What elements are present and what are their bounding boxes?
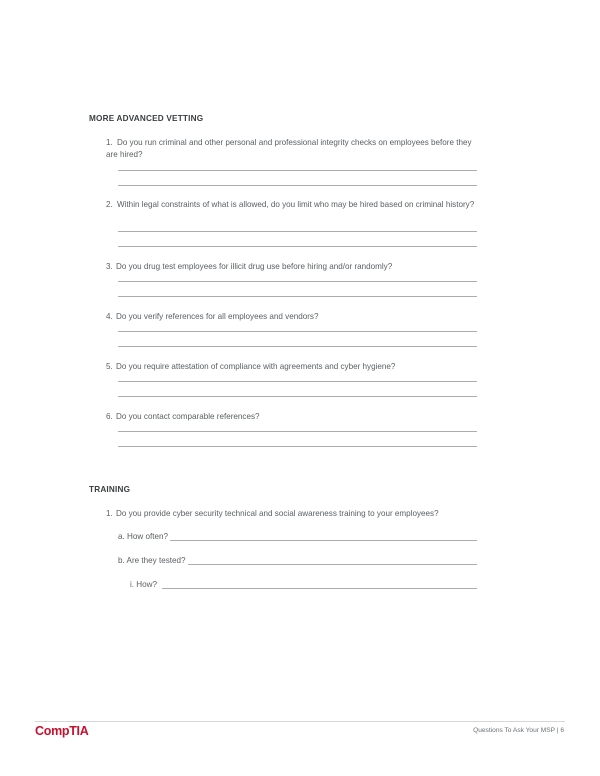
subquestion-how [130,579,477,589]
answer-line[interactable] [118,346,477,347]
answer-line[interactable] [170,531,477,541]
question-1 [106,137,476,161]
answer-line[interactable] [118,331,477,332]
answer-line[interactable] [118,281,477,282]
answer-line[interactable] [118,185,477,186]
subquestion-how-often [118,531,477,541]
question-text: Do you run criminal and other personal and professional integrity checks on employees before they are hired? [106,138,472,159]
question-number: 1. [106,138,113,147]
footer-page-label: Questions To Ask Your MSP | 6 [473,727,564,734]
answer-line[interactable] [118,381,477,382]
question-2 [106,199,476,211]
question-text: Do you contact comparable references? [116,412,260,421]
section-title-training: TRAINING [89,485,131,494]
section-title-vetting: MORE ADVANCED VETTING [89,114,204,123]
answer-line[interactable] [118,246,477,247]
answer-line[interactable] [118,231,477,232]
answer-line[interactable] [118,431,477,432]
subquestion-label: i. How? [130,580,157,589]
question-text: Do you provide cyber security technical and social awareness training to your employees? [116,509,439,518]
answer-line[interactable] [118,170,477,171]
question-number: 1. [106,509,113,518]
answer-line[interactable] [118,446,477,447]
question-3 [106,261,486,273]
question-5 [106,361,486,373]
question-number: 4. [106,312,113,321]
answer-line[interactable] [162,579,477,589]
question-text: Do you verify references for all employees and vendors? [116,312,319,321]
question-text: Within legal constraints of what is allowed, do you limit who may be hired based on criminal history? [117,200,475,209]
question-number: 3. [106,262,113,271]
question-4 [106,311,486,323]
question-6 [106,411,486,423]
answer-line[interactable] [188,555,478,565]
question-text: Do you require attestation of compliance with agreements and cyber hygiene? [116,362,396,371]
question-number: 2. [106,200,113,209]
question-text: Do you drug test employees for illicit drug use before hiring and/or randomly? [116,262,393,271]
answer-line[interactable] [118,296,477,297]
subquestion-are-they-tested [118,555,477,565]
footer-divider [35,721,565,722]
comptia-logo: CompTIA [35,724,89,738]
question-number: 6. [106,412,113,421]
subquestion-label: a. How often? [118,532,168,541]
answer-line[interactable] [118,396,477,397]
question-number: 5. [106,362,113,371]
subquestion-label: b. Are they tested? [118,556,186,565]
training-question-1 [106,508,506,520]
